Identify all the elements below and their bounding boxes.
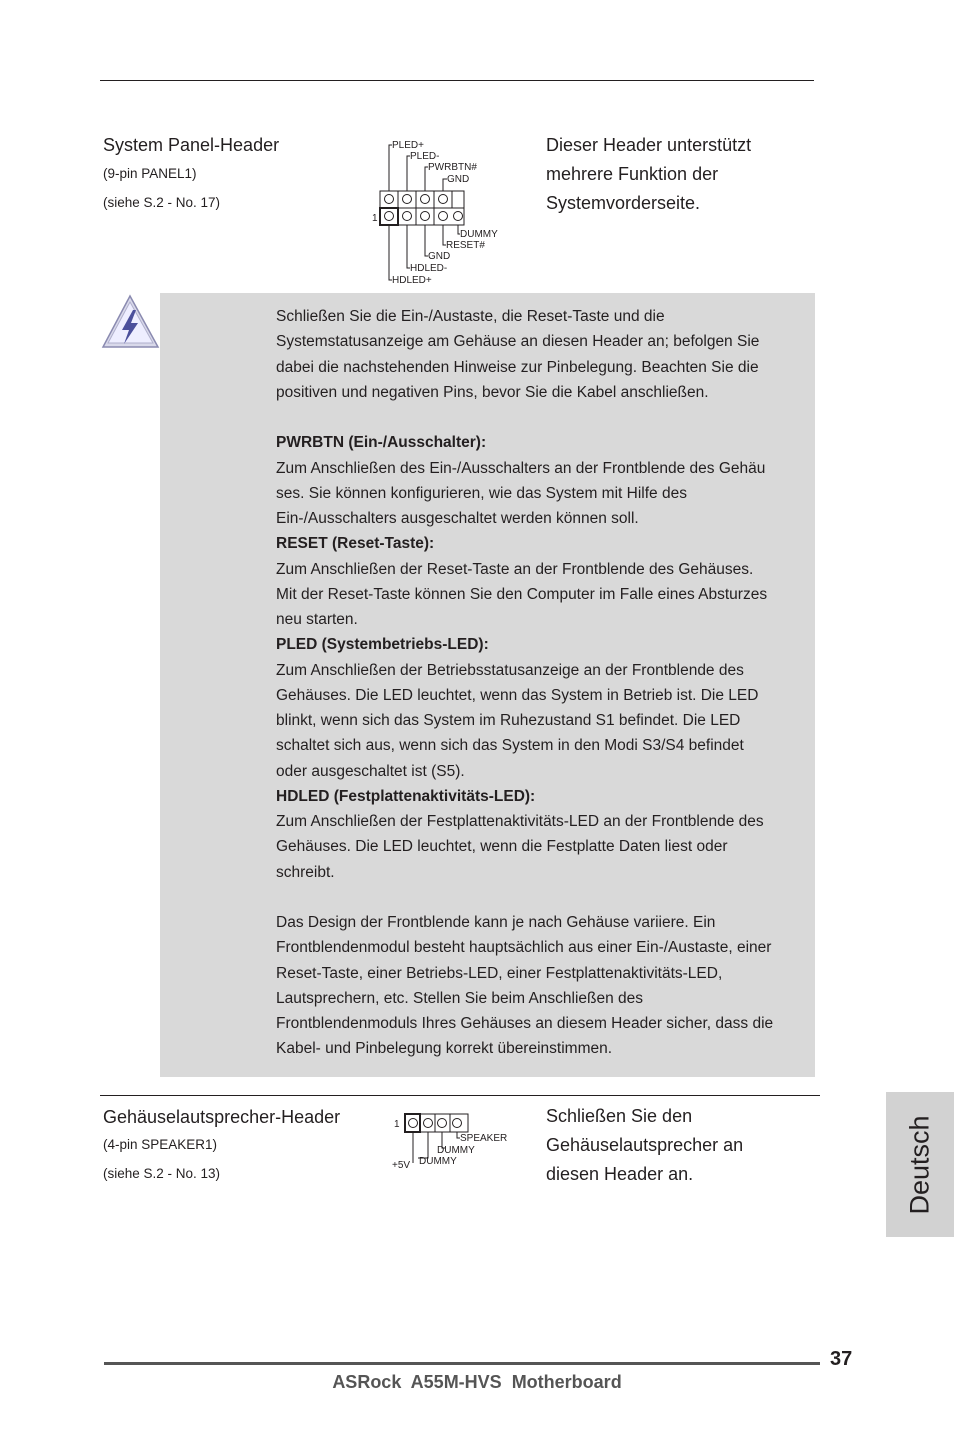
diagram-label-pled-minus: PLED-	[410, 151, 440, 162]
panel-header-pin-diagram	[370, 135, 510, 290]
description-line: diesen Header an.	[546, 1164, 694, 1184]
diagram-label-hdled-plus: HDLED+	[392, 275, 432, 286]
speaker-label-speaker: SPEAKER	[460, 1133, 508, 1144]
panel-header-title: System Panel-Header	[103, 135, 280, 155]
pled-heading: PLED (Systembetriebs-LED):	[276, 636, 489, 654]
speaker-header-title: Gehäuselautsprecher-Header	[103, 1107, 341, 1127]
diagram-label-reset: RESET#	[446, 240, 485, 251]
description-line: Schließen Sie den	[546, 1106, 693, 1126]
speaker-label-dummy-bottom: DUMMY	[419, 1156, 457, 1167]
note-line: neu starten.	[276, 611, 358, 628]
speaker-header-pin: (4-pin SPEAKER1)	[103, 1137, 218, 1152]
diagram-pin-one: 1	[372, 213, 378, 224]
note-line: schaltet sich aus, wenn sich das System in den Modi S3/S4 befindet	[276, 737, 744, 755]
note-line: positiven und negativen Pins, bevor Sie die Kabel anschließen.	[276, 383, 709, 401]
note-line: Zum Anschließen der Reset-Taste an der Frontblende des Gehäuses.	[276, 560, 754, 578]
description-line: mehrere Funktion der	[546, 164, 719, 184]
speaker-header-pin-diagram	[388, 1108, 518, 1170]
description-line: Dieser Header unterstützt	[546, 135, 752, 155]
speaker-label-5v: +5V	[392, 1160, 411, 1170]
speaker-header-description	[546, 1102, 806, 1189]
note-line: Zum Anschließen der Betriebsstatusanzeige an der Frontblende des	[276, 661, 744, 679]
panel-header-description	[546, 131, 806, 218]
page-number: 37	[830, 1348, 853, 1370]
hdled-heading: HDLED (Festplattenaktivitäts-LED):	[276, 787, 536, 805]
panel-header-ref: (siehe S.2 - No. 17)	[103, 195, 221, 210]
speaker-header-ref: (siehe S.2 - No. 13)	[103, 1166, 221, 1181]
note-line: Systemstatusanzeige am Gehäuse an diesen Header an; befolgen Sie	[276, 333, 760, 351]
note-line: ses. Sie können konfigurieren, wie das System mit Hilfe des	[276, 484, 687, 502]
diagram-label-gnd-bottom: GND	[428, 251, 451, 262]
description-line: Systemvorderseite.	[546, 193, 701, 213]
paragraph-gap	[276, 405, 821, 430]
note-line: Das Design der Frontblende kann je nach Gehäuse variiere. Ein	[276, 914, 716, 931]
note-line: Ein-/Ausschalters ausgeschaltet werden können soll.	[276, 510, 639, 527]
diagram-label-dummy: DUMMY	[460, 229, 498, 240]
note-line: Gehäuses. Die LED leuchtet, wenn die Festplatte Daten liest oder	[276, 838, 728, 856]
diagram-label-gnd-top: GND	[447, 174, 470, 185]
language-tab	[886, 1092, 954, 1237]
pwrbtn-heading: PWRBTN (Ein-/Ausschalter):	[276, 434, 487, 452]
note-line: Schließen Sie die Ein-/Austaste, die Reset-Taste und die	[276, 308, 665, 325]
paragraph-gap	[276, 885, 821, 910]
diagram-label-pled-plus: PLED+	[392, 140, 424, 151]
diagram-label-pwrbtn: PWRBTN#	[428, 162, 477, 173]
note-line: Kabel- und Pinbelegung korrekt übereinstimmen.	[276, 1040, 613, 1058]
note-line: Frontblendenmoduls Ihres Gehäuses an diesem Header sicher, dass die	[276, 1015, 774, 1032]
note-line: Reset-Taste, einer Betriebs-LED, einer Festplattenaktivitäts-LED,	[276, 964, 723, 982]
reset-heading: RESET (Reset-Taste):	[276, 535, 435, 553]
note-line: Gehäuses. Die LED leuchtet, wenn das System in Betrieb ist. Die LED	[276, 686, 759, 704]
language-tab-label: Deutsch	[904, 1114, 935, 1215]
note-line: blinkt, wenn sich das System im Ruhezustand S1 befindet. Die LED	[276, 712, 741, 729]
panel-header-pin: (9-pin PANEL1)	[103, 166, 197, 181]
note-line: Zum Anschließen der Festplattenaktivitäts-LED an der Frontblende des	[276, 813, 764, 830]
warning-icon	[100, 292, 162, 352]
note-line: oder ausgeschaltet ist (S5).	[276, 762, 465, 780]
note-line: Lautsprechern, etc. Stellen Sie beim Anschließen des	[276, 989, 644, 1007]
note-text	[276, 304, 821, 1062]
speaker-label-dummy-top: DUMMY	[437, 1145, 475, 1156]
description-line: Gehäuselautsprecher an	[546, 1135, 744, 1155]
note-line: Frontblendenmodul besteht hauptsächlich aus einer Ein-/Austaste, einer	[276, 939, 772, 957]
speaker-pin-one: 1	[394, 1119, 400, 1130]
note-line: schreibt.	[276, 863, 335, 881]
note-line: Mit der Reset-Taste können Sie den Computer im Falle eines Absturzes	[276, 585, 768, 603]
diagram-label-hdled-minus: HDLED-	[410, 263, 448, 274]
note-line: Zum Anschließen des Ein-/Ausschalters an der Frontblende des Gehäu	[276, 459, 766, 477]
note-line: dabei die nachstehenden Hinweise zur Pinbelegung. Beachten Sie die	[276, 358, 759, 376]
top-rule	[100, 80, 814, 81]
section-rule	[100, 1095, 820, 1096]
footer-brand: ASRock A55M-HVS Motherboard	[332, 1372, 622, 1392]
footer-rule	[104, 1362, 820, 1365]
